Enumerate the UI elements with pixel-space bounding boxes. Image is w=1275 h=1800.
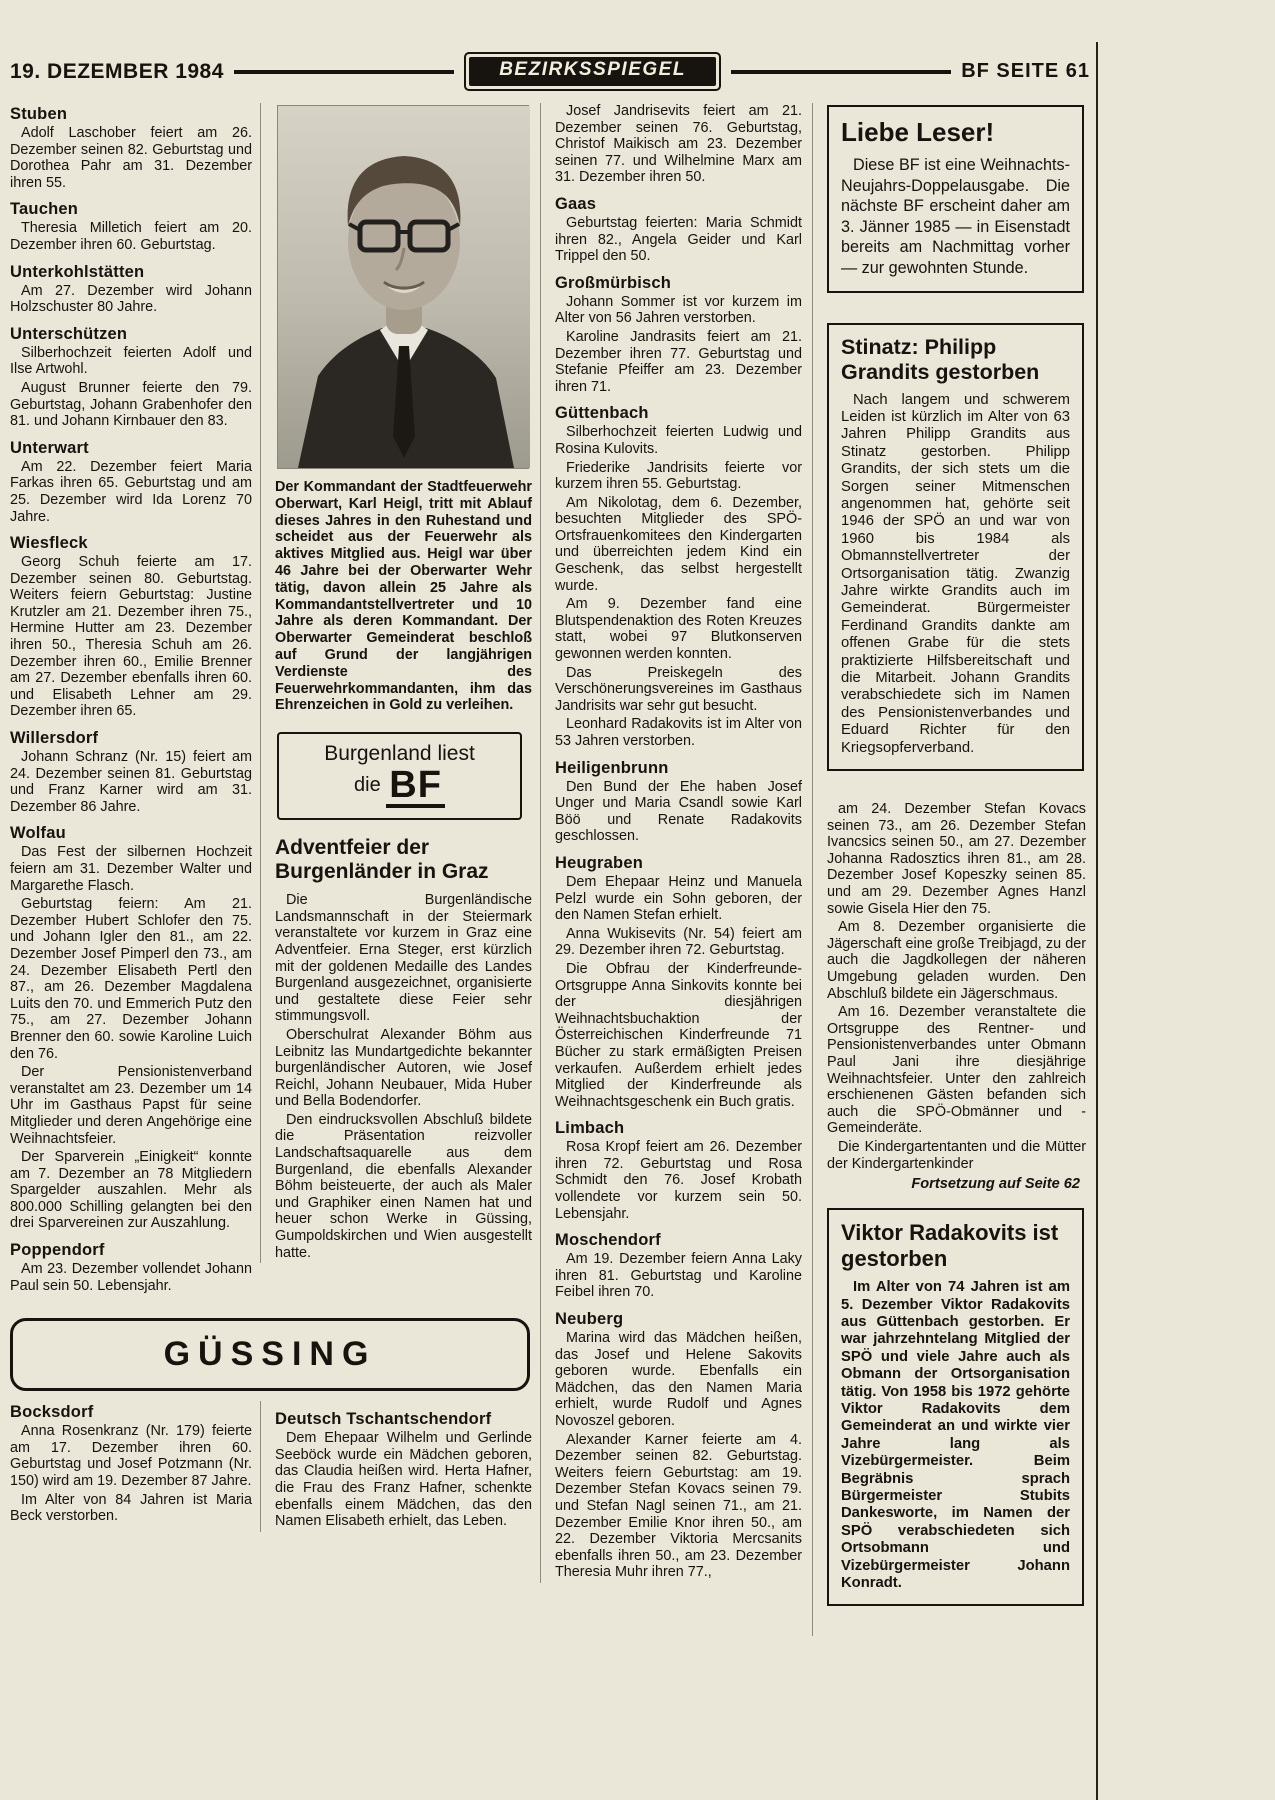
town-heading: Bocksdorf xyxy=(10,1403,94,1422)
town-heading: Wolfau xyxy=(10,824,66,843)
town-heading: Gaas xyxy=(555,194,597,213)
guessing-section xyxy=(10,1401,540,1532)
news-paragraph: Silberhochzeit feierten Ludwig und Rosina Kulovits. xyxy=(555,424,802,457)
guessing-left-column xyxy=(10,1401,260,1527)
news-paragraph: Am 19. Dezember feiern Anna Laky ihren 81. Geburtstag und Karoline Feibel ihren 70. xyxy=(555,1251,802,1301)
news-paragraph: Adolf Laschober feiert am 26. Dezember seinen 82. Geburtstag und Dorothea Pahr am 31. Dezember ihren 55. xyxy=(10,125,252,191)
town-heading: Stuben xyxy=(10,105,68,123)
news-paragraph: Georg Schuh feierte am 17. Dezember seinen 80. Geburtstag. Weiters feiern Geburtstag: Justine Krutzler am 21. Dezember ihren 75., Hermine Hutter am 23. Dezember ihren 50., Theresia Schuh am 26. Dezember ihren 60., Emilie Brenner am 27. Dezember ebenfalls ihren 60. und Elisabeth Lehner am 29. Dezember ihren 65. xyxy=(10,554,252,720)
town-heading: Unterwart xyxy=(10,438,89,457)
news-paragraph: Der Pensionistenverband veranstaltet am 23. Dezember um 14 Uhr im Gasthaus Papst für seine Mitglieder und deren Angehörige eine Weihnachtsfeier. xyxy=(10,1064,252,1147)
town-heading: Wiesfleck xyxy=(10,534,88,553)
news-paragraph: Die Burgenländische Landsmannschaft in der Steiermark veranstaltete vor kurzem in Graz eine Adventfeier. Erna Steger, erst kürzlich mit der goldenen Medaille des Landes Burgenland ausgezeichnet, organisierte und gestaltete diese Feier sehr stimmungsvoll. xyxy=(275,892,532,1025)
masthead-box xyxy=(464,52,721,91)
news-paragraph: Anna Wukisevits (Nr. 54) feiert am 29. Dezember ihren 72. Geburtstag. xyxy=(555,925,802,959)
news-paragraph: Den Bund der Ehe haben Josef Unger und Maria Csandl sowie Karl Böö und Renate Radakovits geschlossen. xyxy=(555,778,802,845)
town-heading: Limbach xyxy=(555,1119,625,1138)
guessing-right-column xyxy=(260,1401,540,1532)
news-paragraph: Am 16. Dezember veranstaltete die Ortsgruppe des Rentner- und Pensionistenverbandes unter Obmann Paul Jani ihre diesjährige Weihnachtsfeier. Unter den zahlreich erschienenen Gästen befanden sich auch die SPÖ-Obmänner und -Gemeinderäte. xyxy=(827,1004,1086,1137)
bf-promo-line2 xyxy=(285,766,514,808)
town-heading: Güttenbach xyxy=(555,404,649,423)
news-paragraph: Friederike Jandrisits feierte vor kurzem ihren 55. Geburtstag. xyxy=(555,459,802,493)
continuation-note: Fortsetzung auf Seite 62 xyxy=(911,1176,1080,1193)
liebe-leser-box xyxy=(827,105,1084,293)
news-paragraph: Dem Ehepaar Wilhelm und Gerlinde Seeböck wurde ein Mädchen geboren, das Claudia heißen wird. Herta Hafner, die Frau des Franz Hafner, schenkte ebenfalls einem Mädchen, das den Namen Elisabeth erhielt, das Leben. xyxy=(275,1430,532,1530)
news-paragraph: Alexander Karner feierte am 4. Dezember seinen 82. Geburtstag. Weiters feiern Geburtstag: am 19. Dezember Stefan Kovacs seinen 79. und Stefan Nagl seinen 71., am 21. Dezember Emilie Knor ihren 50., am 22. Dezember Viktoria Mercsanits ebenfalls ihren 50., am 23. Dezember Theresia Muhr ihren 77., xyxy=(555,1431,802,1581)
town-heading: Unterkohlstätten xyxy=(10,262,145,281)
news-paragraph: Die Obfrau der Kinderfreunde-Ortsgruppe Anna Sinkovits konnte bei der diesjährigen Weihnachtsbuchaktion der Österreichischen Kinderfreunde 71 Bücher zu stark ermäßigten Preisen verkaufen. Außerdem erhielt jedes Mitglied der Kinderfreunde als Weihnachtsgeschenk ein Buch gratis. xyxy=(555,960,802,1110)
photo-caption: Der Kommandant der Stadtfeuerwehr Oberwart, Karl Heigl, tritt mit Ablauf dieses Jahres in den Ruhestand und scheidet aus der Feuerwehr als aktives Mitglied aus. Heigl war über 46 Jahre bei der Oberwarter Wehr tätig, davon allein 25 Jahre als Kommandantstellvertreter und 10 Jahre als deren Kommandant. Der Oberwarter Gemeinderat beschloß auf Grund der langjährigen Verdienste des Feuerwehrkommandanten, ihm das Ehrenzeichen in Gold zu verleihen. xyxy=(275,479,532,714)
stinatz-obituary-body: Nach langem und schwerem Leiden ist kürzlich im Alter von 63 Jahren Philipp Grandits aus Stinatz gestorben. Philipp Grandits, der sich stets um die Sorgen seiner Mitmenschen angenommen hat, gehörte seit 1946 der SPÖ an und war von 1960 bis 1984 als Obmannstellvertreter der Ortsorganisation tätig. Zwanzig Jahre wirkte Grandits auch im Gemeinderat. Bürgermeister Ferdinand Grandits dankte am offenen Grabe für die stets praktizierte Hilfsbereitschaft und die Mitarbeit. Johann Grandits verabschiedete sich im Namen des Pensionistenverbandes und Eduard Richter für den Kriegsopferverband. xyxy=(841,391,1070,756)
bf-promo-die: die xyxy=(354,774,381,797)
masthead-title: BEZIRKSSPIEGEL xyxy=(469,57,716,86)
neuberg-continuation xyxy=(827,801,1086,1172)
liebe-leser-body: Diese BF ist eine Weihnachts-Neujahrs-Doppelausgabe. Die nächste BF erscheint daher am 3. Jänner 1985 — in Eisenstadt bereits am Nachmittag vorher — zur gewohnten Stunde. xyxy=(841,156,1070,277)
news-paragraph: Marina wird das Mädchen heißen, das Josef und Helene Sakovits geboren wurde. Ebenfalls ein Mädchen, das den Namen Maria erhielt, wurde Rudolf und Agnes Novoszel geboren. xyxy=(555,1330,802,1429)
news-paragraph: August Brunner feierte den 79. Geburtstag, Johann Grabenhofer den 81. und Johann Kirnbauer den 83. xyxy=(10,379,252,430)
news-paragraph: Geburtstag feierten: Maria Schmidt ihren 82., Angela Geider und Karl Trippel den 50. xyxy=(555,214,802,265)
left-half-upper xyxy=(10,103,540,1296)
page-columns xyxy=(10,103,1090,1636)
page-number: BF SEITE 61 xyxy=(961,60,1091,82)
news-paragraph: Der Sparverein „Einigkeit“ konnte am 7. Dezember an 78 Mitgliedern Spargelder auszahlen. Mehr als 800.000 Schilling gelangten bei den drei Sparvereinen zur Auszahlung. xyxy=(10,1149,252,1232)
news-paragraph: Das Preiskegeln des Verschönerungsvereines im Gasthaus Jandrisits war sehr gut besucht. xyxy=(555,664,802,714)
page-content xyxy=(10,0,1090,1636)
bf-promo-line1: Burgenland liest xyxy=(324,742,475,766)
news-paragraph: Leonhard Radakovits ist im Alter von 53 Jahren verstorben. xyxy=(555,716,802,749)
news-paragraph: Johann Sommer ist vor kurzem im Alter von 56 Jahren verstorben. xyxy=(555,293,802,327)
column-right xyxy=(812,103,1090,1636)
news-paragraph: Silberhochzeit feierten Adolf und Ilse Artwohl. xyxy=(10,344,252,378)
town-heading: Willersdorf xyxy=(10,729,99,748)
news-paragraph: Das Fest der silbernen Hochzeit feiern am 31. Dezember Walter und Margarethe Flasch. xyxy=(10,844,252,894)
town-heading: Unterschützen xyxy=(10,324,128,343)
page-header xyxy=(10,52,1090,91)
news-paragraph: Am 8. Dezember organisierte die Jägerschaft eine große Treibjagd, zu der auch die Jagdkollegen der näheren Umgebung geladen wurden. Den Abschluß bildete ein Jägerschmaus. xyxy=(827,919,1086,1002)
stinatz-obituary-title: Stinatz: Philipp Grandits gestorben xyxy=(841,334,1040,384)
advent-article-title: Adventfeier der Burgenländer in Graz xyxy=(275,836,489,884)
news-paragraph: Rosa Kropf feiert am 26. Dezember ihren 72. Geburtstag und Rosa Schmidt den 76. Josef Krobath vollendete vor kurzem sein 50. Lebensjahr. xyxy=(555,1139,802,1222)
guessing-banner xyxy=(10,1318,530,1391)
town-heading: Heugraben xyxy=(555,853,643,872)
header-rule-right xyxy=(731,70,951,74)
liebe-leser-title: Liebe Leser! xyxy=(841,117,995,147)
news-paragraph: Johann Schranz (Nr. 15) feiert am 24. Dezember seinen 81. Geburtstag und Franz Karner wird am 31. Dezember 86 Jahre. xyxy=(10,749,252,815)
column-guessing-news xyxy=(540,103,812,1583)
news-paragraph: Den eindrucksvollen Abschluß bildete die Präsentation reizvoller Landschaftsaquarelle aus dem Burgenland, die ebenfalls Alexander Böhm beisteuerte, der auch als Maler und Graphiker einen Namen hat und heuer schon Werke in Güssing, Gumpoldskirchen und Wien ausgestellt hatte. xyxy=(275,1111,532,1261)
advent-article-body xyxy=(275,892,532,1261)
stinatz-obituary-box xyxy=(827,323,1084,772)
column-oberwart-news xyxy=(10,103,260,1296)
news-paragraph: Am 9. Dezember fand eine Blutspendenaktion des Roten Kreuzes statt, wobei 97 Blutkonserven gewonnen werden konnten. xyxy=(555,596,802,663)
news-paragraph: Karoline Jandrasits feiert am 21. Dezember ihren 77. Geburtstag und Stefanie Pfeiffer am 23. Dezember ihren 71. xyxy=(555,328,802,395)
viktor-obituary-body: Im Alter von 74 Jahren ist am 5. Dezember Viktor Radakovits aus Güttenbach gestorben. Er war jahrzehntelang Mitglied der SPÖ und viele Jahre auch als Obmann der Ortsorganisation tätig. Von 1958 bis 1972 gehörte Viktor Radakovits dem Gemeinderat an und wirkte vier Jahre lang als Vizebürgermeister. Beim Begräbnis sprach Bürgermeister Stubits Dankesworte, im Namen der SPÖ verabschiedeten sich Ortsobmann und Vizebürgermeister Johann Konradt. xyxy=(841,1279,1070,1592)
page-edge-rule xyxy=(1096,42,1098,1800)
news-paragraph: Am 23. Dezember vollendet Johann Paul sein 50. Lebensjahr. xyxy=(10,1261,252,1294)
news-paragraph: Dem Ehepaar Heinz und Manuela Pelzl wurde ein Sohn geboren, der den Namen Stefan erhielt. xyxy=(555,873,802,924)
news-paragraph: Theresia Milletich feiert am 20. Dezember ihren 60. Geburtstag. xyxy=(10,220,252,253)
town-heading: Poppendorf xyxy=(10,1241,105,1260)
town-heading: Heiligenbrunn xyxy=(555,758,669,777)
news-paragraph: Geburtstag feiern: Am 21. Dezember Hubert Schlofer den 75. und Johann Igler den 81., am 22. Dezember Josef Pimperl den 73., am 24. Dezember Elisabeth Pertl den 87., am 26. Dezember Magdalena Luits den 70. und Emmerich Putz den 75., am 27. Dezember Johann Brenner den 60. sowie Karoline Luich den 76. xyxy=(10,896,252,1062)
news-paragraph: Die Kindergartentanten und die Mütter der Kindergartenkinder xyxy=(827,1138,1086,1172)
news-paragraph: Am 22. Dezember feiert Maria Farkas ihren 65. Geburtstag und am 25. Dezember wird Ida Lorenz 70 Jahre. xyxy=(10,458,252,525)
news-paragraph: Oberschulrat Alexander Böhm aus Leibnitz las Mundartgedichte bekannter burgenländischer Autoren, wie Josef Reichl, Johann Neubauer, Mida Huber und Bella Bodendorfer. xyxy=(275,1026,532,1110)
header-rule-left xyxy=(234,70,454,74)
portrait-photo xyxy=(277,105,529,469)
news-paragraph: am 24. Dezember Stefan Kovacs seinen 73., am 26. Dezember Stefan Ivancsics seinen 50., am 27. Dezember Johanna Radosztics ihren 81., am 28. Dezember Josef Kopeszky seinen 85. und am 29. Dezember Agnes Hanzl sowie Gisela Hier den 75. xyxy=(827,801,1086,917)
town-heading: Großmürbisch xyxy=(555,273,672,292)
news-paragraph: Anna Rosenkranz (Nr. 179) feierte am 17. Dezember ihren 60. Geburtstag und Josef Potzmann (Nr. 150) wird am 19. Dezember 87 Jahre. xyxy=(10,1423,252,1490)
bf-promo-box xyxy=(277,732,522,820)
column-photo-advent xyxy=(260,103,540,1263)
news-paragraph: Am Nikolotag, dem 6. Dezember, besuchten Mitglieder des SPÖ-Ortsfrauenkomitees den Kindergarten und überreichten jedem Kind ein Geschenk, das selbst hergestellt wurde. xyxy=(555,494,802,594)
left-half xyxy=(10,103,540,1532)
guessing-banner-title: GÜSSING xyxy=(163,1335,377,1374)
viktor-obituary-box xyxy=(827,1208,1084,1606)
issue-date: 19. DEZEMBER 1984 xyxy=(10,59,224,83)
news-paragraph: Am 27. Dezember wird Johann Holzschuster 80 Jahre. xyxy=(10,282,252,316)
town-heading: Moschendorf xyxy=(555,1231,661,1250)
town-heading: Deutsch Tschantschendorf xyxy=(275,1410,492,1429)
town-heading: Neuberg xyxy=(555,1310,624,1329)
bf-logo: BF xyxy=(386,766,445,808)
town-heading: Tauchen xyxy=(10,200,79,219)
viktor-obituary-title: Viktor Radakovits ist gestorben xyxy=(841,1220,1059,1272)
news-paragraph: Im Alter von 84 Jahren ist Maria Beck verstorben. xyxy=(10,1491,252,1525)
news-paragraph: Josef Jandrisevits feiert am 21. Dezember seinen 76. Geburtstag, Christof Maikisch am 23. Dezember seinen 77. und Wilhelmine Marx am 31. Dezember ihren 50. xyxy=(555,103,802,186)
portrait-photo-illustration xyxy=(278,106,530,468)
